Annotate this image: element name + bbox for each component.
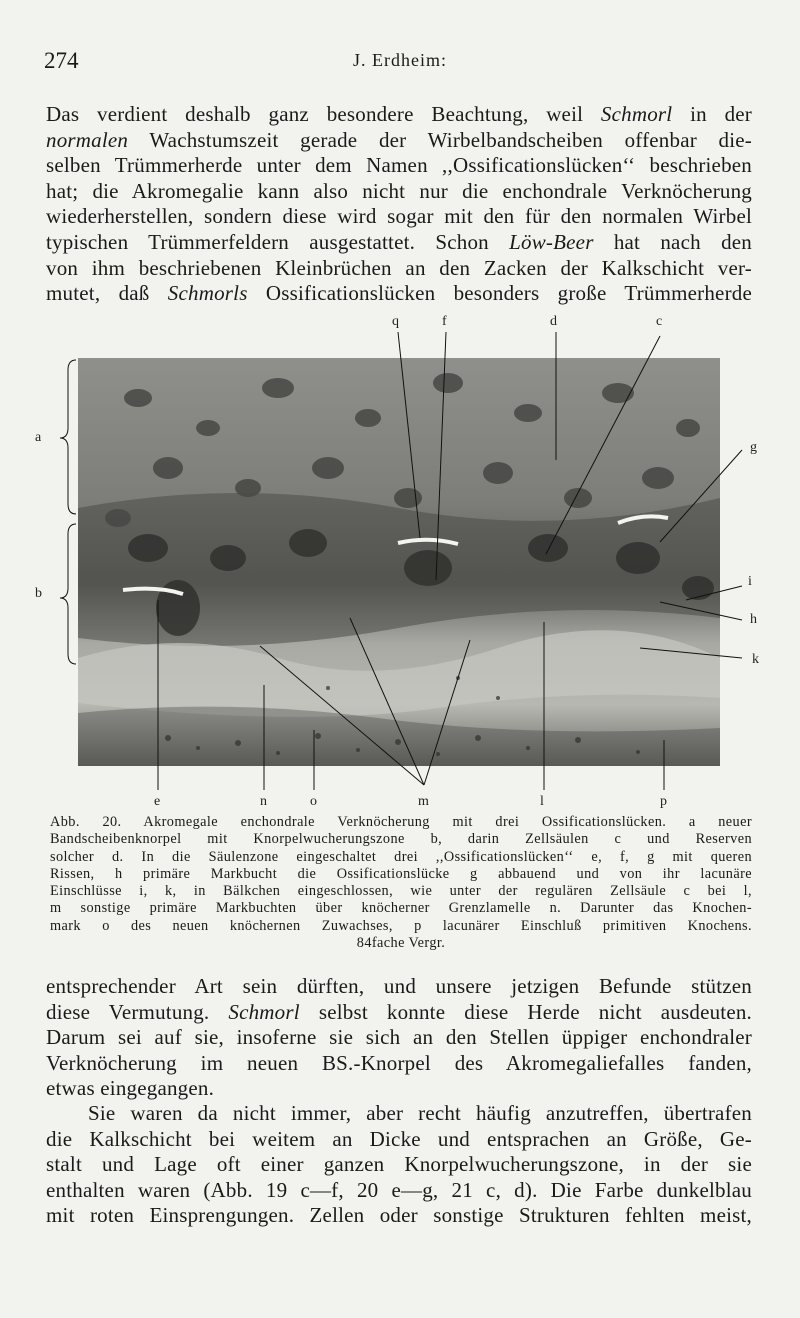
label-q: q [392,314,399,329]
label-i: i [748,574,752,589]
label-l: l [540,794,544,809]
page-number: 274 [44,48,79,73]
running-head: J. Erdheim: [353,50,447,70]
label-e: e [154,794,161,809]
paragraph-2: entsprechender Art sein dürften, und unsere jetzigen Befunde stützen diese Vermutung. Schmorl selbst konnte diese Herde nicht ausdeuten. Darum sei auf sie, insoferne sie sich an den Stellen üppiger enchondraler Verknöcherung im neuen BS.-Knorpel des Akromegaliefalles fanden, etwas eingegangen. [46,974,752,1101]
label-leader-lines [0,310,800,810]
paragraph-3: Sie waren da nicht immer, aber recht häufig anzutreffen, übertrafen die Kalkschicht bei weitem an Dicke und entsprachen an Größe, Ge- stalt und Lage oft einer ganzen Knorpelwucherungszone, in der sie enthalten waren (Abb. 19 c—f, 20 e—g, 21 c, d). Die Farbe dunkelblau mit roten Einsprengungen. Zellen oder sonstige Strukturen fehlten meist, [46,1101,752,1228]
label-n: n [260,794,267,809]
figure-20 [0,310,800,810]
label-f: f [442,314,447,329]
label-d: d [550,314,557,329]
label-h: h [750,612,757,627]
label-o: o [310,794,317,809]
label-a: a [35,430,42,445]
figure-caption: Abb. 20. Akromegale enchondrale Verknöcherung mit drei Ossificationslücken. a neuer Bandscheibenknorpel mit Knorpelwucherungszone b, darin Zellsäulen c und Reserven solcher d. In die Säulenzone eingeschaltet drei ,,Ossificationslücken‘‘ e, f, g mit queren Rissen, h primäre Markbucht die Ossificationslücke g abbauend und von ihr lacunäre Einschlüsse i, k, in Bälkchen eingeschlossen, wie unter der regulären Zellsäule c bei l, m sonstige primäre Markbuchten über knöcherner Grenzlamelle n. Darunter das Knochen- mark o des neuen knöchernen Zuwachses, p lacunärer Einschluß primitiven Knochens. 84fache Vergr. [50,814,752,952]
paragraph-1: Das verdient deshalb ganz besondere Beachtung, weil Schmorl in der normalen Wachstumszeit gerade der Wirbelbandscheiben offenbar die- selben Trümmerherde unter dem Namen ,,Ossificationslücken‘‘ beschrieben hat; die Akromegalie kann also nicht nur die enchondrale Verknöcherung wiederherstellen, sondern diese wird sogar mit den für den normalen Wirbel typischen Trümmerfeldern ausgestattet. Schon Löw-Beer hat nach den von ihm beschriebenen Kleinbrüchen an den Zacken der Kalkschicht ver- mutet, daß Schmorls Ossificationslücken besonders große Trümmerherde [46,102,752,306]
label-g: g [750,440,757,455]
label-k: k [752,652,759,667]
label-m: m [418,794,429,809]
label-c: c [656,314,663,329]
label-b: b [35,586,42,601]
label-p: p [660,794,667,809]
